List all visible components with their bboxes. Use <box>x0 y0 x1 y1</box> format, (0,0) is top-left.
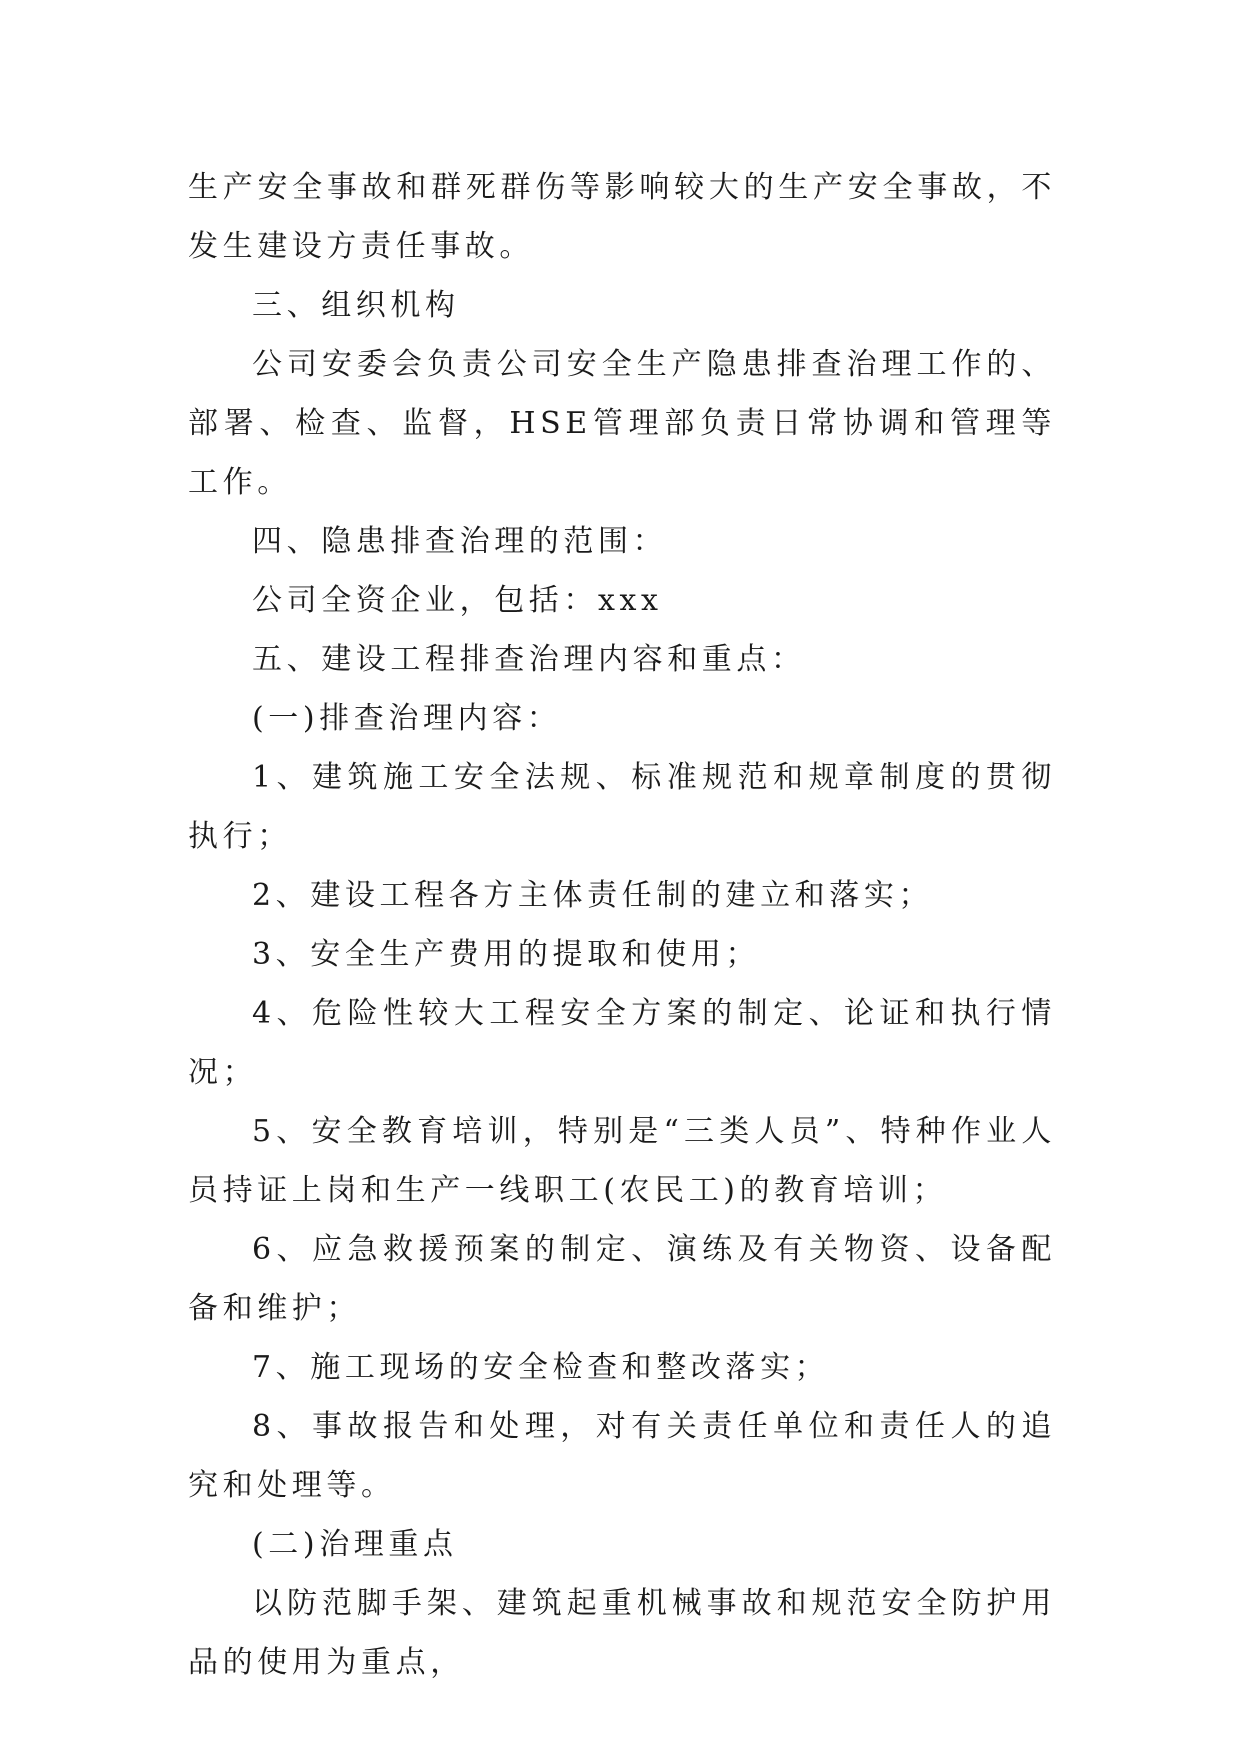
list-item: 1、建筑施工安全法规、标准规范和规章制度的贯彻执行； <box>188 760 1056 854</box>
list-item: 8、事故报告和处理，对有关责任单位和责任人的追究和处理等。 <box>188 1409 1056 1503</box>
list-item: 7、施工现场的安全检查和整改落实； <box>252 1350 830 1385</box>
list-item: 3、安全生产费用的提取和使用； <box>252 937 761 972</box>
list-item: 4、危险性较大工程安全方案的制定、论证和执行情况； <box>188 996 1056 1090</box>
list-item: 2、建设工程各方主体责任制的建立和落实； <box>252 878 934 913</box>
paragraph-focus: 以防范脚手架、建筑起重机械事故和规范安全防护用品的使用为重点， <box>188 1586 1056 1680</box>
paragraph-organization: 公司安委会负责公司安全生产隐患排查治理工作的、部署、检查、监督，HSE管理部负责日常协调和管理等工作。 <box>188 347 1056 500</box>
heading-scope: 四、隐患排查治理的范围： <box>252 524 668 559</box>
list-item: 6、应急救援预案的制定、演练及有关物资、设备配备和维护； <box>188 1232 1056 1326</box>
subheading-focus: (二)治理重点 <box>252 1527 458 1562</box>
paragraph-scope: 公司全资企业，包括：xxx <box>252 583 663 618</box>
heading-organization: 三、组织机构 <box>252 288 460 323</box>
paragraph-intro-continued: 生产安全事故和群死群伤等影响较大的生产安全事故，不发生建设方责任事故。 <box>188 170 1056 264</box>
heading-content-and-focus: 五、建设工程排查治理内容和重点： <box>252 642 806 677</box>
document-page <box>188 158 1056 1692</box>
subheading-content: (一)排查治理内容： <box>252 701 562 736</box>
list-item: 5、安全教育培训，特别是“三类人员”、特种作业人员持证上岗和生产一线职工(农民工)的教育培训； <box>188 1114 1056 1208</box>
